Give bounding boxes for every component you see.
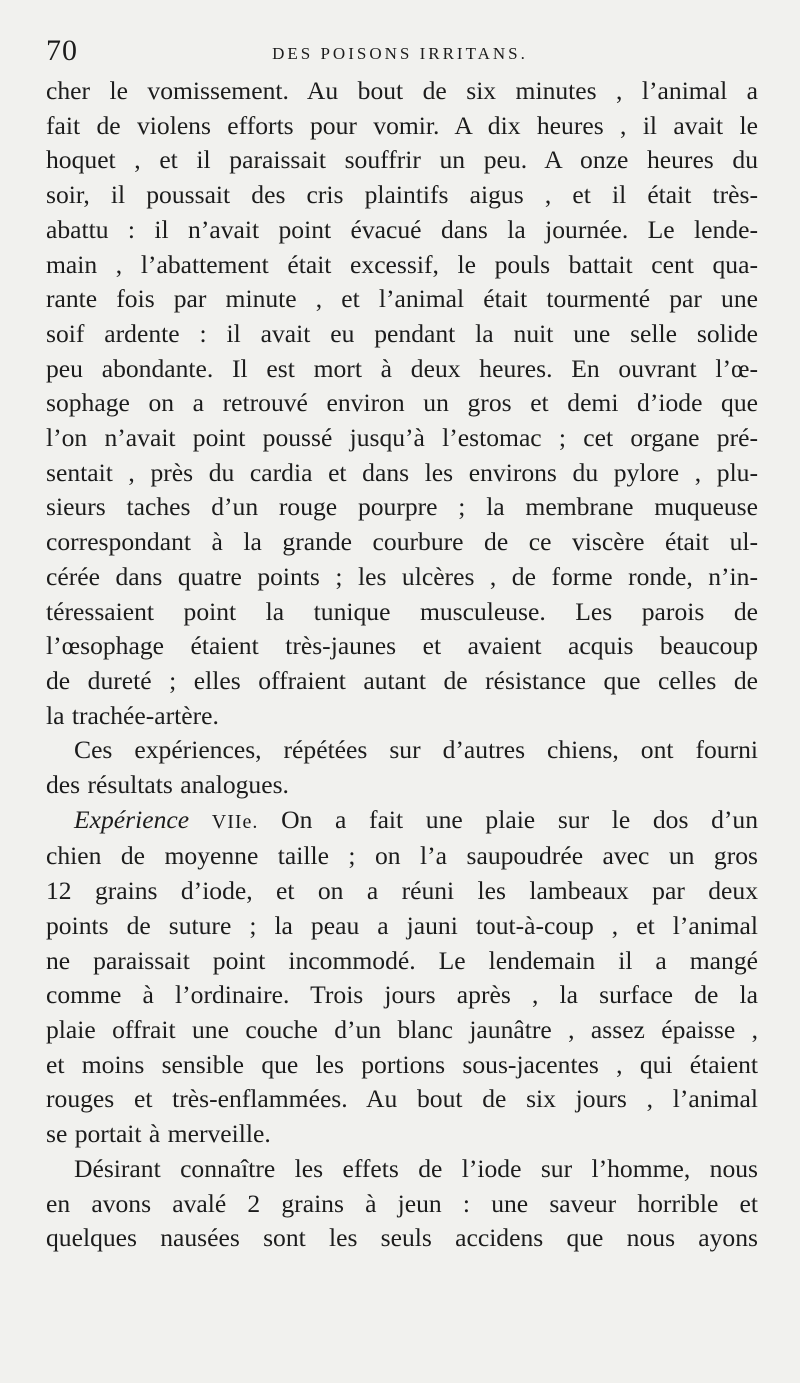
body-text — [46, 74, 758, 1256]
text-line: main , l’abattement était excessif, le pouls battait cent qua- — [46, 249, 758, 279]
experience-heading-line — [46, 803, 758, 840]
text-line: 12 grains d’iode, et on a réuni les lambeaux par deux — [46, 876, 758, 906]
text-line: l’œsophage étaient très-jaunes et avaient acquis beaucoup — [46, 631, 758, 661]
text-line: Désirant connaître les effets de l’iode sur l’homme, nous — [74, 1153, 758, 1183]
text-line: se portait à merveille. — [46, 1119, 271, 1149]
text-line: et moins sensible que les portions sous-jacentes , qui étaient — [46, 1049, 758, 1079]
text-line: correspondant à la grande courbure de ce viscère était ul- — [46, 527, 758, 557]
paragraph-human-test — [46, 1152, 758, 1256]
text-line: soir, il poussait des cris plaintifs aigus , et il était très- — [46, 180, 758, 210]
text-line: fait de violens efforts pour vomir. A dix heures , il avait le — [46, 110, 758, 140]
paragraph-dog-experiment-end — [46, 74, 758, 733]
text-line: cérée dans quatre points ; les ulcères , de forme ronde, n’in- — [46, 561, 758, 591]
text-line: sieurs taches d’un rouge pourpre ; la membrane muqueuse — [46, 492, 758, 522]
text-line: rouges et très-enflammées. Au bout de six jours , l’animal — [46, 1084, 758, 1114]
text-line: de dureté ; elles offraient autant de résistance que celles de — [46, 665, 758, 695]
text-line: sentait , près du cardia et dans les environs du pylore , plu- — [46, 457, 758, 487]
text-line: sophage on a retrouvé environ un gros et demi d’iode que — [46, 388, 758, 418]
text-line: points de suture ; la peau a jauni tout-à-coup , et l’animal — [46, 910, 758, 940]
text-line: la trachée-artère. — [46, 700, 219, 730]
experience-number: VIIe. — [211, 810, 259, 833]
text-line: Ces expériences, répétées sur d’autres chiens, ont fourni — [74, 735, 758, 765]
text-line: soif ardente : il avait eu pendant la nuit une selle solide — [46, 318, 758, 348]
text-line: hoquet , et il paraissait souffrir un peu. A onze heures du — [46, 145, 758, 175]
text-line: abattu : il n’avait point évacué dans la journée. Le lende- — [46, 214, 758, 244]
text-line: ne paraissait point incommodé. Le lendemain il a mangé — [46, 945, 758, 975]
experience-label: Expérience — [74, 804, 190, 834]
page-number: 70 — [46, 34, 78, 67]
text-line: en avons avalé 2 grains à jeun : une saveur horrible et — [46, 1188, 758, 1218]
text-line: des résultats analogues. — [46, 770, 289, 800]
page-header — [46, 34, 754, 74]
text-line: quelques nausées sont les seuls accidens que nous ayons — [46, 1223, 758, 1253]
paragraph-other-dogs — [46, 733, 758, 802]
running-title: DES POISONS IRRITANS. — [272, 44, 528, 63]
text-line: téressaient point la tunique musculeuse. Les parois de — [46, 596, 758, 626]
text-line: chien de moyenne taille ; on l’a saupoudrée avec un gros — [46, 841, 758, 871]
text-line: rante fois par minute , et l’animal était tourmenté par une — [46, 284, 758, 314]
text-line: comme à l’ordinaire. Trois jours après , la surface de la — [46, 980, 758, 1010]
text-line: peu abondante. Il est mort à deux heures. En ouvrant l’œ- — [46, 353, 758, 383]
text-fragment: On a fait une plaie sur le dos d’un — [281, 804, 759, 834]
text-line: plaie offrait une couche d’un blanc jaunâtre , assez épaisse , — [46, 1014, 758, 1044]
text-line: l’on n’avait point poussé jusqu’à l’estomac ; cet organe pré- — [46, 423, 758, 453]
text-line: cher le vomissement. Au bout de six minutes , l’animal a — [46, 76, 758, 105]
paragraph-experience-vii — [46, 803, 758, 1152]
